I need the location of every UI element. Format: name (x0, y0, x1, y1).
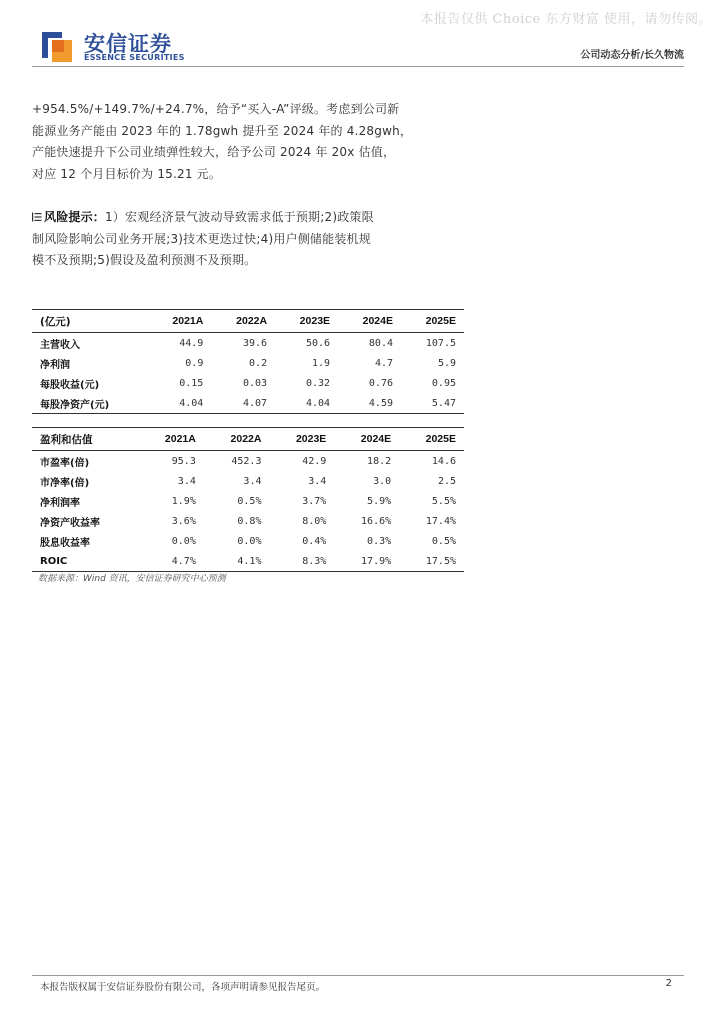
risk-text: 1）宏观经济景气波动导致需求低于预期;2)政策限 (105, 210, 374, 224)
table-cell: 4.7 (374, 357, 393, 369)
risk-line (32, 207, 444, 229)
table-cell: 16.6% (361, 515, 392, 527)
row-label: ROIC (32, 551, 138, 572)
table-cell: 80.4 (368, 337, 393, 349)
risk-line: 模不及预期;5)假设及盈利预测不及预期。 (32, 253, 257, 267)
table-cell: 4.7% (138, 551, 204, 572)
report-category: 公司动态分析/长久物流 (580, 50, 684, 61)
table-cell: 3.7% (302, 495, 327, 507)
table-cell: 95.3 (171, 455, 196, 467)
brand-logo-icon (40, 28, 74, 64)
paragraph-line: 对应 12 个月目标价为 15.21 元。 (32, 166, 222, 181)
table-cell: 0.0% (171, 535, 196, 547)
profitability-valuation-table (32, 427, 464, 572)
table-cell: 44.9 (179, 337, 204, 349)
table-row (32, 353, 464, 373)
financial-summary-table (32, 309, 464, 414)
list-icon (32, 212, 42, 222)
column-header: 2022A (204, 428, 270, 451)
watermark: 本报告仅供 Choice 东方财富 使用，请勿传阅。 (420, 12, 712, 27)
column-header: 2023E (269, 428, 334, 451)
table-cell: 0.4% (302, 535, 327, 547)
column-header: 2024E (338, 310, 401, 333)
table-cell: 39.6 (243, 337, 268, 349)
footer-disclaimer: 本报告版权属于安信证券股份有限公司，各项声明请参见报告尾页。 (40, 982, 326, 993)
table-cell: 4.1% (204, 551, 270, 572)
table-cell: 14.6 (431, 455, 456, 467)
header-divider (32, 66, 684, 67)
brand-name-cn: 安信证券 (84, 32, 172, 56)
column-header: 2022A (211, 310, 275, 333)
column-header: 2021A (148, 310, 212, 333)
risk-paragraph (32, 207, 444, 272)
table-cell: 0.9 (185, 357, 204, 369)
row-label: 主营收入 (40, 339, 80, 351)
table-cell: 452.3 (231, 455, 262, 467)
column-header: 2025E (401, 310, 464, 333)
footer-divider (32, 975, 684, 976)
valuation-paragraph (32, 99, 444, 185)
table-cell: 50.6 (305, 337, 331, 349)
table-row (32, 491, 464, 511)
data-source-note: 数据来源：Wind 资讯，安信证券研究中心预测 (38, 574, 226, 584)
table-cell: 0.0% (237, 535, 262, 547)
table-cell: 8.3% (269, 551, 334, 572)
risk-line: 制风险影响公司业务开展;3)技术更迭过快;4)用户侧储能装机规 (32, 231, 371, 246)
column-header: 2023E (275, 310, 338, 333)
table-row (32, 551, 464, 572)
table-cell: 0.5% (431, 535, 456, 547)
table-cell: 17.4% (425, 515, 456, 527)
table-cell: 8.0% (302, 515, 327, 527)
table-cell: 0.8% (237, 515, 262, 527)
table-cell: 3.4 (177, 475, 196, 487)
table-cell: 42.9 (302, 455, 327, 467)
table-cell: 5.47 (401, 393, 464, 414)
table-cell: 4.07 (211, 393, 275, 414)
table-cell: 3.4 (308, 475, 327, 487)
table-cell: 0.5% (237, 495, 262, 507)
table-cell: 18.2 (367, 455, 392, 467)
table-cell: 5.9% (367, 495, 392, 507)
table-cell: 0.2 (249, 357, 268, 369)
table-cell: 1.9 (311, 357, 331, 369)
table-cell: 4.59 (338, 393, 401, 414)
row-label: 净资产收益率 (40, 517, 100, 529)
page-number: 2 (665, 978, 672, 989)
brand-logo (40, 26, 200, 66)
table-cell: 0.15 (179, 377, 204, 389)
row-label: 市盈率(倍) (40, 457, 90, 469)
table-row (32, 373, 464, 393)
table-cell: 3.4 (243, 475, 262, 487)
table-cell: 3.0 (373, 475, 392, 487)
table-row (32, 511, 464, 531)
risk-heading: 风险提示： (44, 210, 106, 224)
column-header: 2024E (334, 428, 399, 451)
table-cell: 107.5 (425, 337, 456, 349)
brand-name-en: ESSENCE SECURITIES (84, 53, 185, 62)
table-row (32, 471, 464, 491)
row-label: 净利润率 (40, 497, 80, 509)
table-row (32, 333, 464, 354)
table-cell: 5.5% (431, 495, 456, 507)
table-cell: 0.03 (243, 377, 268, 389)
row-label: 股息收益率 (40, 537, 90, 549)
table-cell: 0.3% (367, 535, 392, 547)
table-cell: 0.95 (431, 377, 456, 389)
paragraph-line: 产能快速提升下公司业绩弹性较大，给予公司 2024 年 20x 估值， (32, 145, 396, 159)
table-cell: 17.5% (399, 551, 464, 572)
table-cell: 4.04 (275, 393, 338, 414)
table-row (32, 451, 464, 472)
column-header: 盈利和估值 (32, 428, 138, 451)
column-header: 2025E (399, 428, 464, 451)
row-label: 市净率(倍) (40, 477, 90, 489)
table-row (32, 393, 464, 414)
row-label: 每股净资产(元) (32, 393, 148, 414)
table-cell: 3.6% (171, 515, 196, 527)
table-cell: 1.9% (171, 495, 196, 507)
column-header: (亿元) (32, 310, 148, 333)
row-label: 净利润 (40, 359, 70, 371)
table-header-row (32, 310, 464, 333)
table-cell: 17.9% (334, 551, 399, 572)
table-header-row (32, 428, 464, 451)
paragraph-line: 能源业务产能由 2023 年的 1.78gwh 提升至 2024 年的 4.28gwh， (32, 123, 413, 138)
row-label: 每股收益(元) (40, 379, 100, 391)
column-header: 2021A (138, 428, 204, 451)
table-row (32, 531, 464, 551)
paragraph-line: +954.5%/+149.7%/+24.7%，给予“买入-A”评级。考虑到公司新 (32, 102, 400, 116)
table-cell: 0.76 (368, 377, 393, 389)
table-cell: 5.9 (437, 357, 456, 369)
table-cell: 0.32 (305, 377, 331, 389)
table-cell: 2.5 (437, 475, 456, 487)
table-cell: 4.04 (148, 393, 212, 414)
